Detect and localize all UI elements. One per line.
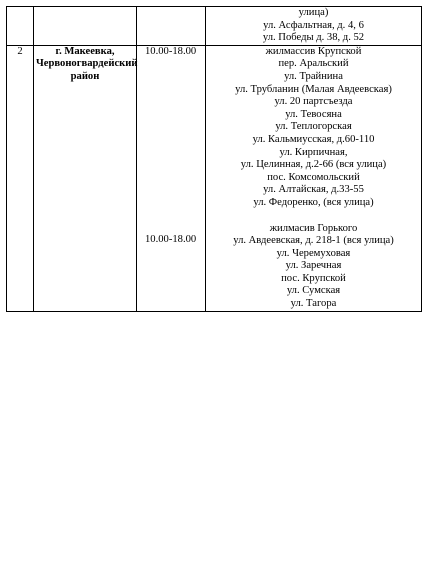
address-line: пер. Аральский: [278, 58, 349, 70]
address-line: ул. Кирпичная,: [279, 146, 348, 158]
address-line: ул. Авдеевская, д. 218-1 (вся улица): [233, 235, 394, 247]
address-line: ул. Заречная: [285, 260, 342, 272]
address-line: улица): [298, 7, 329, 18]
address-line: ул. Победы д. 38, д. 52: [262, 32, 365, 44]
address-line: ул. Трайнина: [284, 70, 343, 82]
schedule-table: [6, 6, 422, 312]
address-line: жилмасив Горького: [269, 222, 358, 234]
address-line: ул. Кальмиусская, д.60-110: [252, 133, 375, 145]
address-cell: [206, 45, 422, 311]
city-cell: г. Макеевка, Червоногвардейский район: [34, 45, 137, 311]
address-line: ул. Асфальтная, д. 4, 6: [263, 19, 364, 31]
table-row: [7, 7, 422, 46]
table-row: [7, 45, 422, 311]
address-line: ул. 20 партсъезда: [274, 96, 353, 108]
time-range: 10.00-18.00: [145, 234, 197, 246]
address-line: ул. Алтайская, д.33-55: [263, 184, 364, 196]
address-line: ул. Целинная, д.2-66 (вся улица): [240, 159, 387, 171]
address-line: ул. Трубланин (Малая Авдеевская): [235, 83, 392, 95]
city-cell: [34, 7, 137, 46]
row-number-cell: [7, 7, 34, 46]
address-line: пос. Комсомольский: [267, 171, 360, 183]
time-range: 10.00-18.00: [145, 45, 197, 57]
address-line: ул. Тагора: [290, 298, 337, 310]
address-line: пос. Крупской: [281, 272, 346, 284]
address-line: ул. Сумская: [286, 285, 341, 297]
row-number-cell: 2: [7, 45, 34, 311]
address-line: жилмассив Крупской: [265, 45, 362, 57]
address-line: ул. Тевосяна: [285, 108, 342, 120]
spacer: [208, 210, 419, 223]
address-line: ул. Федоренко, (вся улица): [253, 196, 374, 208]
address-cell: [206, 7, 422, 46]
time-cell: [137, 7, 206, 46]
address-line: ул. Черемуховая: [276, 247, 351, 259]
time-cell: [137, 45, 206, 311]
address-line: ул. Теплогорская: [275, 121, 352, 133]
